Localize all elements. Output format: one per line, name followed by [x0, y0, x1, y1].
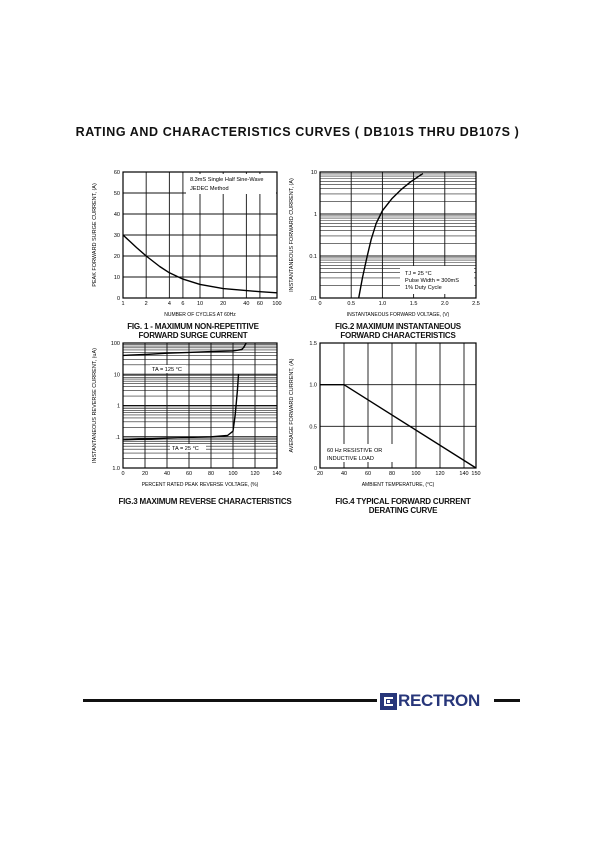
fig1-x-tick-label: 20 — [220, 301, 227, 307]
brand-logo — [380, 691, 480, 711]
fig1-annotation: JEDEC Method — [190, 186, 229, 192]
fig2-x-tick-label: 0 — [318, 301, 322, 307]
fig3-annotation: TA = 25 °C — [172, 446, 199, 452]
fig1-x-tick-label: 4 — [167, 301, 171, 307]
fig4-x-tick-label: 80 — [388, 471, 396, 477]
fig1-x-tick-label: 1 — [121, 301, 125, 307]
fig1-x-tick-label: 40 — [243, 301, 250, 307]
fig1-x-tick-label: 2 — [144, 301, 148, 307]
rectron-mark-icon — [380, 693, 397, 710]
fig1-x-tick-label: 60 — [256, 301, 263, 307]
fig1-y-tick-label: 40 — [113, 212, 120, 218]
fig3-x-tick-label: 140 — [272, 471, 282, 477]
fig4-x-tick-label: 100 — [411, 471, 421, 477]
fig3-x-tick-label: 120 — [250, 471, 260, 477]
fig1-y-tick-label: 10 — [113, 275, 120, 281]
fig4-x-axis-label: AMBIENT TEMPERATURE, (°C) — [361, 482, 435, 488]
fig4-caption-line: DERATING CURVE — [368, 506, 438, 515]
fig2-y-tick-label: 10 — [310, 170, 317, 176]
fig4-x-tick-label: 120 — [435, 471, 445, 477]
fig3-caption-line: FIG.3 MAXIMUM REVERSE CHARACTERISTICS — [118, 497, 292, 506]
fig3-y-tick-label: .1 — [115, 434, 120, 441]
fig3-series-line-0 — [123, 343, 246, 355]
fig4-y-tick-label: 1.5 — [309, 341, 317, 347]
fig2-x-tick-label: 2.5 — [472, 301, 480, 307]
fig1-x-tick-label: 6 — [181, 301, 185, 307]
fig4-x-tick-label: 20 — [316, 471, 324, 477]
brand-name: RECTRON — [398, 691, 480, 710]
fig1-caption-line: FIG. 1 - MAXIMUM NON-REPETITIVE — [127, 322, 259, 331]
fig2-x-tick-label: 1.0 — [378, 301, 387, 307]
fig4-x-tick-label: 150 — [471, 471, 481, 477]
fig2-y-tick-label: 0.1 — [309, 254, 317, 260]
fig2-annotation: 1% Duty Cycle — [405, 285, 442, 291]
fig4-caption-line: FIG.4 TYPICAL FORWARD CURRENT — [335, 497, 471, 506]
fig2-annotation: Pulse Width = 300mS — [405, 278, 459, 284]
fig2-caption-line: FORWARD CHARACTERISTICS — [340, 331, 456, 340]
fig2-annotation: TJ = 25 °C — [405, 271, 432, 277]
fig2-x-tick-label: 2.0 — [440, 301, 449, 307]
fig1-y-tick-label: 50 — [113, 191, 120, 197]
fig1-annotation: 8.3mS Single Half Sine-Wave — [190, 177, 264, 183]
fig4-x-tick-label: 60 — [364, 471, 372, 477]
fig2-caption-line: FIG.2 MAXIMUM INSTANTANEOUS — [335, 322, 461, 331]
fig3-x-tick-label: 20 — [141, 471, 149, 477]
fig1-caption-line: FORWARD SURGE CURRENT — [138, 331, 248, 340]
fig3-y-axis-label: INSTANTANEOUS REVERSE CURRENT, (uA) — [92, 347, 98, 464]
fig3-x-tick-label: 60 — [185, 471, 193, 477]
fig4-caption — [318, 497, 488, 515]
fig1-y-tick-label: 20 — [113, 254, 120, 260]
fig3-y-tick-label: 1 — [116, 403, 120, 410]
fig3-x-axis-label: PERCENT RATED PEAK REVERSE VOLTAGE, (%) — [141, 482, 259, 488]
fig3-y-tick-label: 100 — [110, 341, 120, 347]
fig2-x-tick-label: 1.5 — [409, 301, 418, 307]
fig1-caption — [108, 322, 278, 340]
fig1-x-axis-label: NUMBER OF CYCLES AT 60Hz — [164, 312, 236, 318]
fig1-y-tick-label: 60 — [113, 170, 120, 176]
fig4-y-tick-label: 1.0 — [309, 382, 317, 389]
fig1-x-tick-label: 10 — [196, 301, 204, 307]
fig3-y-tick-label: 10 — [113, 372, 120, 379]
fig2-caption — [318, 322, 478, 340]
fig2-x-axis-label: INSTANTANEOUS FORWARD VOLTAGE, (V) — [346, 312, 450, 318]
fig3-annotation: TA = 125 °C — [152, 367, 182, 373]
footer-rule-left — [83, 699, 377, 702]
fig4-y-tick-label: 0 — [313, 466, 317, 472]
fig4-y-tick-label: 0.5 — [309, 424, 317, 431]
page-title: RATING AND CHARACTERISTICS CURVES ( DB101S THRU DB107S ) — [75, 125, 520, 139]
fig2-y-tick-label: 1 — [313, 212, 317, 218]
fig4-annotation: INDUCTIVE LOAD — [327, 456, 374, 462]
fig2-y-axis-label: INSTANTANEOUS FORWARD CURRENT, (A) — [289, 178, 295, 292]
fig3-x-tick-label: 100 — [228, 471, 238, 477]
fig2-x-tick-label: 0.5 — [347, 301, 356, 307]
fig3-caption — [105, 497, 305, 506]
fig3-x-tick-label: 40 — [163, 471, 171, 477]
fig3-y-tick-label: 1.0 — [112, 466, 120, 472]
fig4-annotation: 60 Hz RESISTIVE OR — [327, 448, 383, 454]
footer-rule-right — [494, 699, 520, 702]
fig4-y-axis-label: AVERAGE FORWARD CURRENT, (A) — [289, 358, 295, 453]
fig4-x-tick-label: 140 — [459, 471, 469, 477]
fig2-y-tick-label: .01 — [309, 296, 317, 302]
fig3-x-tick-label: 0 — [121, 471, 125, 477]
fig1-y-tick-label: 0 — [116, 296, 120, 302]
fig3-x-tick-label: 80 — [207, 471, 215, 477]
fig1-x-tick-label: 100 — [272, 301, 282, 307]
fig1-y-axis-label: PEAK FORWARD SURGE CURRENT, (A) — [92, 183, 98, 287]
fig1-y-tick-label: 30 — [113, 233, 120, 239]
fig4-x-tick-label: 40 — [340, 471, 348, 477]
